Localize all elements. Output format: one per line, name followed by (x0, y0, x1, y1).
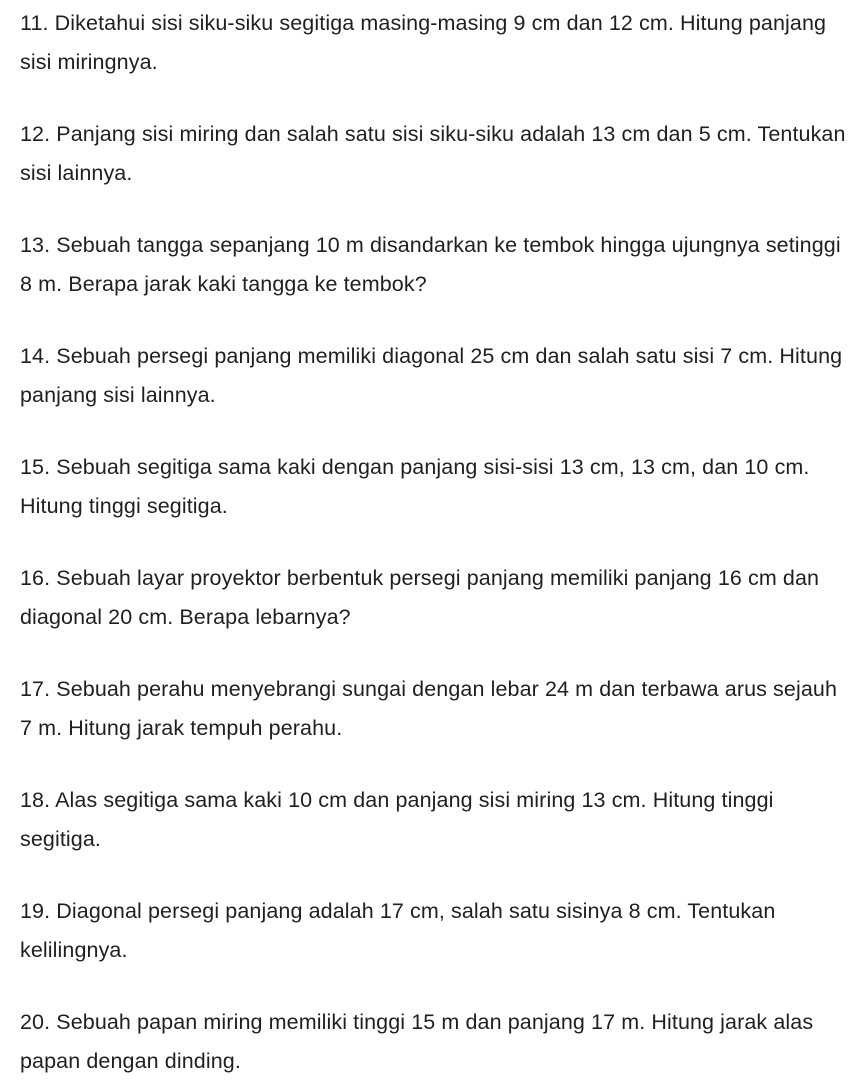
problem-12: 12. Panjang sisi miring dan salah satu sisi siku-siku adalah 13 cm dan 5 cm. Tentukan sisi lainnya. (20, 122, 846, 185)
problem-18: 18. Alas segitiga sama kaki 10 cm dan panjang sisi miring 13 cm. Hitung tinggi segitiga. (20, 788, 774, 851)
problem-16: 16. Sebuah layar proyektor berbentuk persegi panjang memiliki panjang 16 cm dan diagonal 20 cm. Berapa lebarnya? (20, 566, 820, 629)
problem-17: 17. Sebuah perahu menyebrangi sungai dengan lebar 24 m dan terbawa arus sejauh 7 m. Hitung jarak tempuh perahu. (20, 677, 838, 740)
problem-15: 15. Sebuah segitiga sama kaki dengan panjang sisi-sisi 13 cm, 13 cm, dan 10 cm. Hitung tinggi segitiga. (20, 455, 810, 518)
problem-19: 19. Diagonal persegi panjang adalah 17 cm, salah satu sisinya 8 cm. Tentukan kelilingnya. (20, 899, 776, 962)
problem-11: 11. Diketahui sisi siku-siku segitiga masing-masing 9 cm dan 12 cm. Hitung panjang sisi miringnya. (20, 11, 827, 74)
problem-14: 14. Sebuah persegi panjang memiliki diagonal 25 cm dan salah satu sisi 7 cm. Hitung panjang sisi lainnya. (20, 344, 843, 407)
problem-20: 20. Sebuah papan miring memiliki tinggi 15 m dan panjang 17 m. Hitung jarak alas papan dengan dinding. (20, 1010, 814, 1073)
problem-13: 13. Sebuah tangga sepanjang 10 m disandarkan ke tembok hingga ujungnya setinggi 8 m. Berapa jarak kaki tangga ke tembok? (20, 233, 841, 296)
